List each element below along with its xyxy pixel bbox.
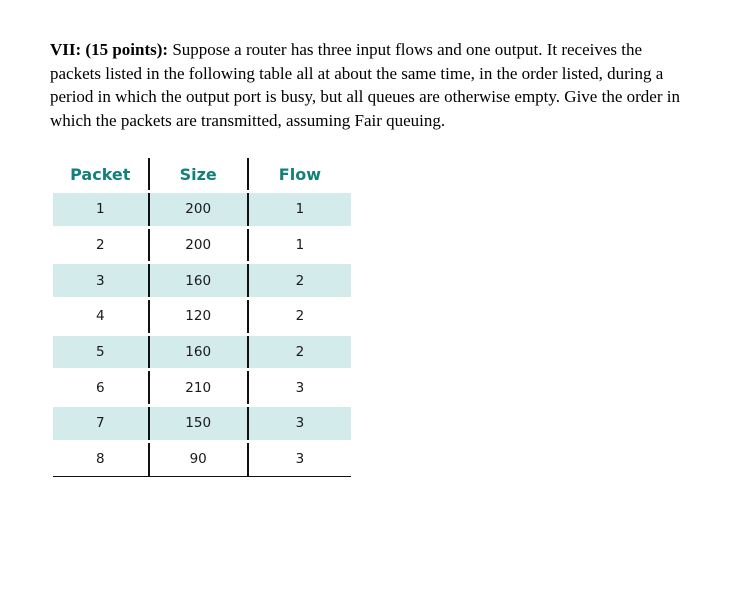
cell-packet: 2 xyxy=(53,227,149,263)
cell-flow: 3 xyxy=(248,441,351,476)
cell-packet: 1 xyxy=(53,192,149,228)
cell-flow: 2 xyxy=(248,299,351,335)
cell-flow: 2 xyxy=(248,334,351,370)
cell-flow: 1 xyxy=(248,192,351,228)
cell-packet: 3 xyxy=(53,263,149,299)
cell-packet: 5 xyxy=(53,334,149,370)
question-body: Suppose a router has three input flows and one output. It receives the packets listed in the following table all at about the same time, in the order listed, during a period in which the output port is busy, but all queues are otherwise empty. Give the order in which the packets are transmitted, assuming Fair queuing. xyxy=(50,40,680,130)
question-label: VII: (15 points): xyxy=(50,40,169,59)
cell-flow: 3 xyxy=(248,406,351,442)
table-row xyxy=(53,299,351,335)
cell-size: 150 xyxy=(149,406,248,442)
cell-packet: 7 xyxy=(53,406,149,442)
table-row xyxy=(53,370,351,406)
cell-size: 160 xyxy=(149,334,248,370)
cell-packet: 4 xyxy=(53,299,149,335)
cell-size: 120 xyxy=(149,299,248,335)
header-flow: Flow xyxy=(248,158,351,192)
table-row xyxy=(53,263,351,299)
cell-flow: 2 xyxy=(248,263,351,299)
table-row xyxy=(53,334,351,370)
table-header-row xyxy=(53,158,351,192)
packet-table xyxy=(53,158,351,477)
cell-size: 200 xyxy=(149,192,248,228)
table-row xyxy=(53,406,351,442)
cell-size: 160 xyxy=(149,263,248,299)
cell-packet: 6 xyxy=(53,370,149,406)
header-packet: Packet xyxy=(53,158,149,192)
cell-packet: 8 xyxy=(53,441,149,476)
cell-size: 210 xyxy=(149,370,248,406)
table-row xyxy=(53,441,351,476)
header-size: Size xyxy=(149,158,248,192)
cell-size: 200 xyxy=(149,227,248,263)
cell-size: 90 xyxy=(149,441,248,476)
table-row xyxy=(53,192,351,228)
cell-flow: 3 xyxy=(248,370,351,406)
table-row xyxy=(53,227,351,263)
cell-flow: 1 xyxy=(248,227,351,263)
question-text xyxy=(50,38,690,132)
packet-table-container xyxy=(53,158,351,477)
